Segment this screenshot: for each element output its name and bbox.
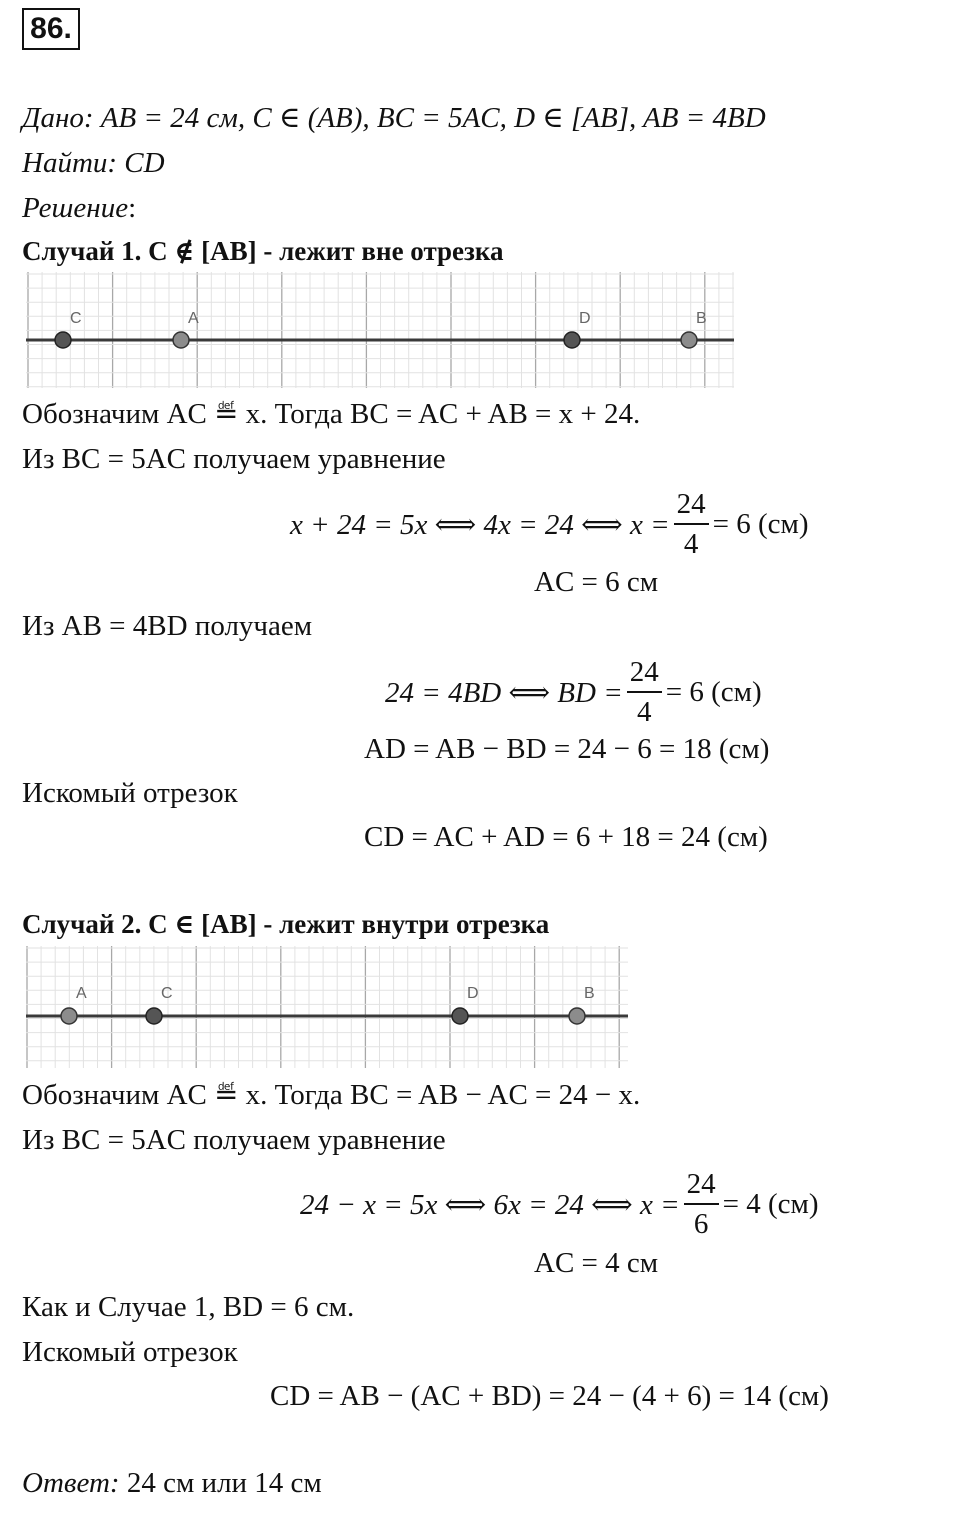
- answer-line: [22, 1465, 322, 1501]
- case1-label-c: C: [70, 310, 82, 327]
- case2-label-b: B: [584, 985, 595, 1002]
- case2-eq1-fraction: [684, 1165, 719, 1243]
- find-label: Найти: [22, 147, 108, 179]
- case2-eq1-numerator: 24: [684, 1165, 719, 1205]
- case1-eq3-fraction: [627, 653, 662, 731]
- case1-eq3-left: 24 = 4BD ⟺ BD =: [385, 676, 623, 709]
- case1-point-c: [55, 332, 71, 348]
- case2-equation2: AC = 4 см: [534, 1247, 659, 1279]
- case2-line1: Обозначим AC ≝ x. Тогда BC = AB − AC = 24 − x.: [22, 1079, 641, 1111]
- case1-heading: Случай 1. C ∉ [AB] - лежит вне отрезка: [22, 236, 504, 266]
- case1-equation5: CD = AC + AD = 6 + 18 = 24 (см): [364, 821, 768, 853]
- case2-label-d: D: [467, 985, 479, 1002]
- answer-text: 24 см или 14 см: [119, 1467, 322, 1499]
- case2-line4: Искомый отрезок: [22, 1336, 238, 1368]
- solution-label: Решение: [22, 192, 129, 224]
- case2-equation1: [300, 1164, 920, 1244]
- case1-grid: [26, 272, 734, 388]
- case1-equation2: AC = 6 см: [534, 566, 659, 598]
- case1-line1: Обозначим AC ≝ x. Тогда BC = AC + AB = x + 24.: [22, 398, 641, 430]
- find-text: : CD: [107, 147, 165, 179]
- case1-eq3-numerator: 24: [627, 653, 662, 693]
- case2-point-c: [146, 1008, 162, 1024]
- case1-eq1-fraction: [674, 485, 709, 563]
- case2-eq1-right: = 4 (см): [722, 1187, 819, 1220]
- case1-line4: Искомый отрезок: [22, 777, 238, 809]
- case1-eq1-right: = 6 (см): [712, 507, 809, 540]
- case2-eq1-denominator: 6: [693, 1208, 709, 1240]
- find-line: [22, 145, 165, 181]
- case2-point-a: [61, 1008, 77, 1024]
- case1-eq1-left: x + 24 = 5x ⟺ 4x = 24 ⟺ x =: [290, 508, 670, 541]
- answer-label: Ответ:: [22, 1467, 120, 1499]
- case1-point-b: [681, 332, 697, 348]
- problem-number: 86.: [22, 8, 80, 50]
- given-text: : AB = 24 см, C ∈ (AB), BC = 5AC, D ∈ [AB], AB = 4BD: [83, 102, 766, 134]
- solution-colon: :: [128, 192, 137, 224]
- case2-point-d: [452, 1008, 468, 1024]
- case1-eq1-numerator: 24: [674, 485, 709, 525]
- case2-equation3: CD = AB − (AC + BD) = 24 − (4 + 6) = 14 (см): [270, 1380, 829, 1412]
- case2-label-a: A: [76, 985, 87, 1002]
- case2-diagram: [26, 946, 628, 1068]
- given-label: Дано: [22, 102, 84, 134]
- case1-line3: Из AB = 4BD получаем: [22, 610, 313, 642]
- case1-equation4: AD = AB − BD = 24 − 6 = 18 (см): [364, 733, 770, 765]
- solution-line: [22, 190, 136, 226]
- case1-line2: Из BC = 5AC получаем уравнение: [22, 443, 446, 475]
- case2-point-b: [569, 1008, 585, 1024]
- case1-equation1: [290, 484, 920, 564]
- case2-eq1-left: 24 − x = 5x ⟺ 6x = 24 ⟺ x =: [300, 1188, 680, 1221]
- case2-line2: Из BC = 5AC получаем уравнение: [22, 1124, 446, 1156]
- case1-eq3-right: = 6 (см): [665, 675, 762, 708]
- case1-label-a: A: [188, 310, 199, 327]
- case2-label-c: C: [161, 985, 173, 1002]
- case1-eq3-denominator: 4: [637, 696, 652, 728]
- case1-point-a: [173, 332, 189, 348]
- case2-line3: Как и Случае 1, BD = 6 см.: [22, 1291, 355, 1323]
- case1-label-d: D: [579, 310, 591, 327]
- case1-label-b: B: [696, 310, 707, 327]
- given-line: [22, 100, 766, 136]
- case1-equation3: [385, 652, 845, 732]
- case2-grid: [26, 946, 628, 1068]
- case1-diagram: [26, 272, 734, 388]
- case1-point-d: [564, 332, 580, 348]
- case1-eq1-denominator: 4: [683, 528, 699, 560]
- case2-heading: Случай 2. C ∈ [AB] - лежит внутри отрезка: [22, 909, 550, 939]
